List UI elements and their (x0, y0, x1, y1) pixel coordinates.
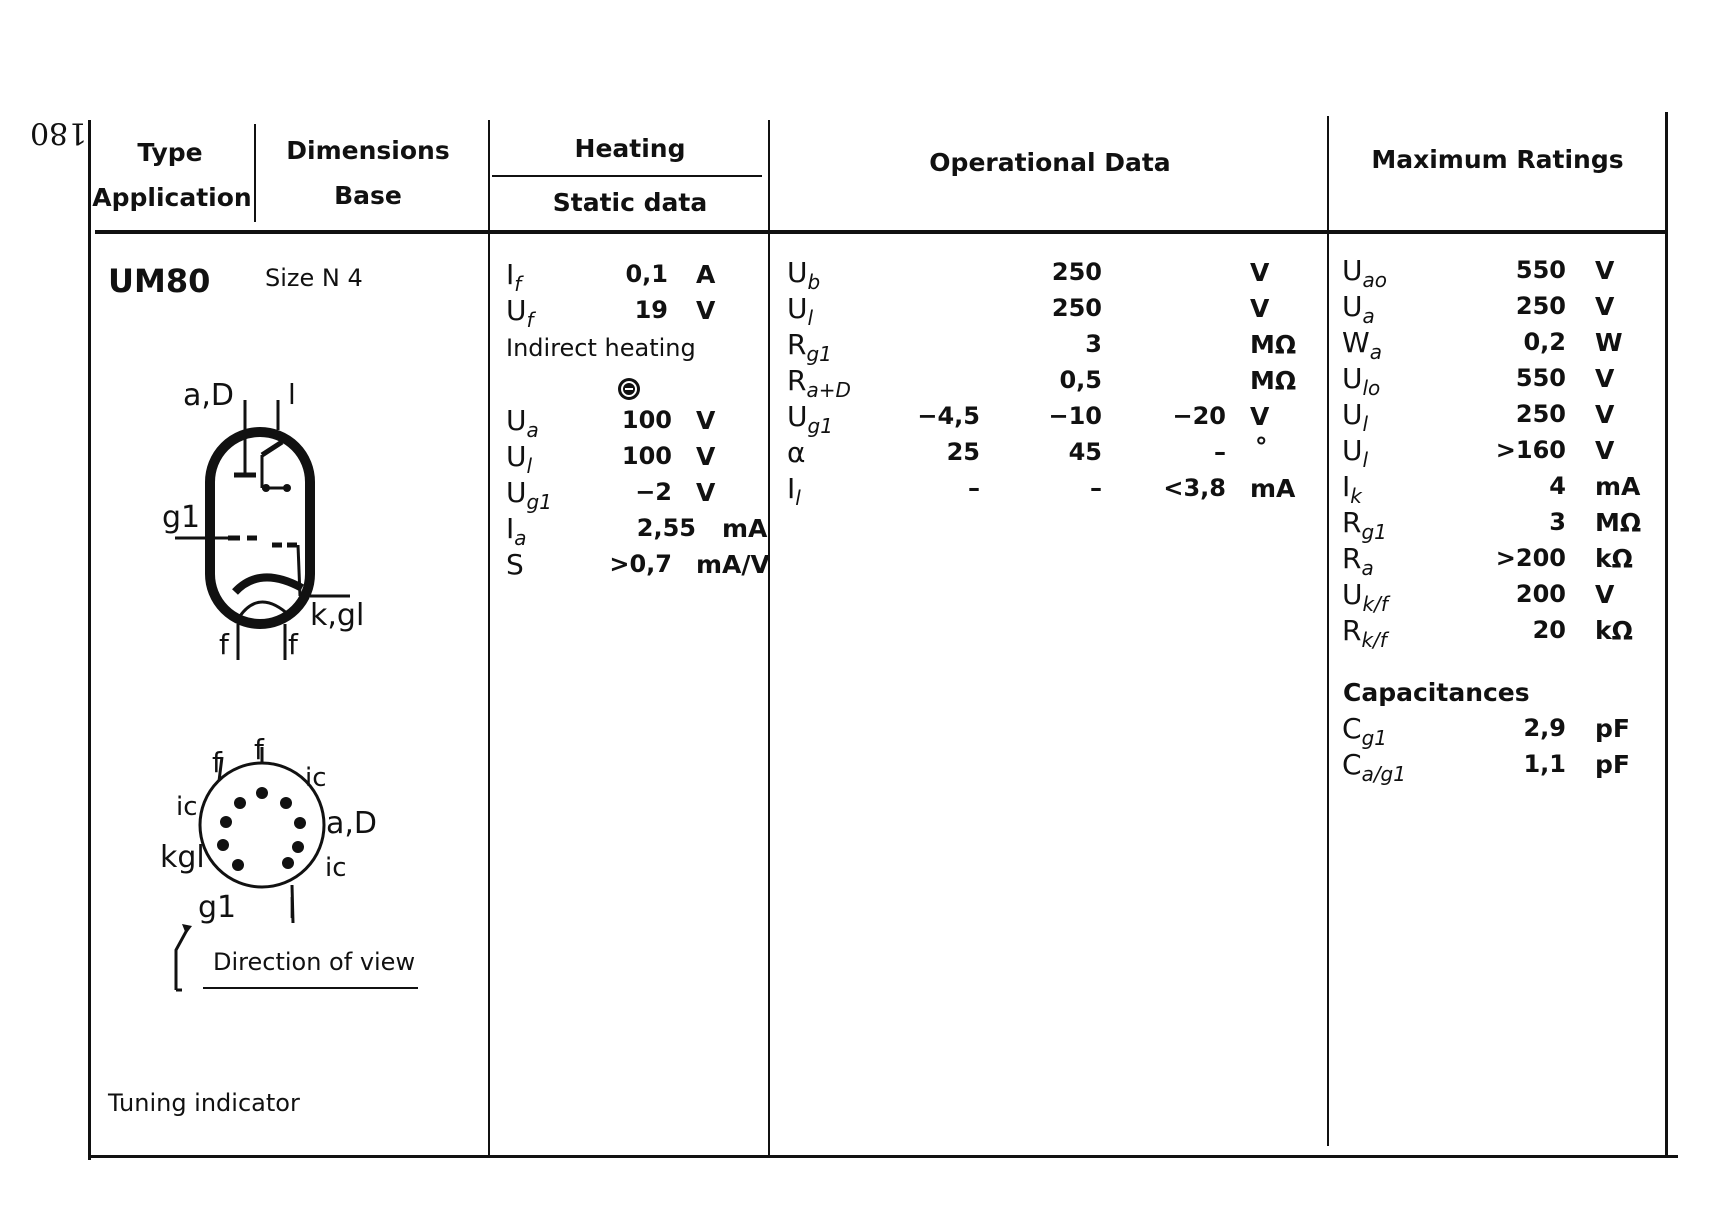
header-application: Application (92, 183, 252, 212)
operational-symbol: α (787, 436, 806, 469)
heating-unit: V (696, 296, 716, 325)
base-label-ic1: ic (305, 763, 327, 793)
static-unit: mA (722, 514, 768, 543)
capacitance-unit: pF (1595, 714, 1630, 743)
pin-label-g1: g1 (162, 500, 201, 535)
maximum-unit: V (1595, 436, 1615, 465)
static-value: >0,7 (609, 550, 672, 578)
maximum-value: 250 (1515, 292, 1566, 320)
capacitances-title: Capacitances (1343, 678, 1530, 707)
maximum-value: >160 (1495, 436, 1566, 464)
operational-value: 45 (1068, 438, 1102, 466)
maximum-unit: mA (1595, 472, 1641, 501)
operational-symbol: $R_{a+D}$ (787, 364, 851, 402)
heating-value: 19 (634, 296, 668, 324)
maximum-symbol: $U_{ao}$ (1342, 254, 1387, 292)
static-symbol: $I_a$ (506, 512, 527, 550)
operational-symbol: $R_{g1}$ (787, 328, 832, 366)
operational-value: <3,8 (1163, 474, 1226, 502)
right-border (1665, 112, 1668, 1157)
header-heating: Heating (574, 134, 686, 163)
header-dimensions: Dimensions (286, 136, 450, 165)
col-divider-heating (488, 120, 490, 1155)
type-dim-divider (254, 124, 256, 222)
heating-symbol: $U_f$ (506, 294, 534, 332)
header-divider (95, 230, 1665, 234)
maximum-unit: V (1595, 292, 1615, 321)
capacitance-unit: pF (1595, 750, 1630, 779)
operational-value: – (1214, 438, 1226, 466)
static-symbol: $U_{g1}$ (506, 476, 552, 514)
heating-unit: A (696, 260, 716, 289)
maximum-symbol: $R_{g1}$ (1342, 506, 1387, 544)
maximum-unit: kΩ (1595, 544, 1633, 573)
base-label-f2: f (254, 733, 264, 766)
base-label-aD: a,D (326, 806, 378, 841)
bottom-border (88, 1155, 1678, 1158)
header-base: Base (334, 181, 402, 210)
static-symbol: $U_a$ (506, 404, 539, 442)
operational-value: – (1090, 474, 1102, 502)
maximum-value: >200 (1495, 544, 1566, 572)
static-unit: V (696, 478, 716, 507)
operational-unit: V (1250, 258, 1270, 287)
maximum-value: 0,2 (1523, 328, 1566, 356)
maximum-unit: W (1595, 328, 1623, 357)
maximum-unit: V (1595, 580, 1615, 609)
heating-divider (492, 175, 762, 177)
operational-unit: MΩ (1250, 366, 1297, 395)
operational-unit: mA (1250, 474, 1296, 503)
maximum-value: 3 (1549, 508, 1566, 536)
operational-unit: V (1250, 402, 1270, 431)
pin-label-f2: f (288, 628, 298, 661)
maximum-symbol: $R_a$ (1342, 542, 1374, 580)
operational-value: – (968, 474, 980, 502)
maximum-symbol: $U_{k/f}$ (1342, 578, 1388, 616)
maximum-value: 4 (1549, 472, 1566, 500)
header-operational: Operational Data (929, 148, 1171, 177)
heating-note: Indirect heating (506, 334, 696, 362)
socket-symbol-icon (616, 376, 642, 402)
static-value: 2,55 (636, 514, 696, 542)
tube-application: Tuning indicator (108, 1089, 300, 1117)
base-label-ic2: ic (176, 792, 198, 822)
maximum-symbol: $I_k$ (1342, 470, 1362, 508)
maximum-value: 550 (1515, 364, 1566, 392)
operational-unit: ° (1255, 432, 1268, 461)
static-unit: V (696, 406, 716, 435)
operational-value: 3 (1085, 330, 1102, 358)
tube-envelope (210, 432, 310, 624)
operational-symbol: $U_l$ (787, 292, 814, 330)
static-value: 100 (621, 406, 672, 434)
maximum-value: 250 (1515, 400, 1566, 428)
header-static-data: Static data (552, 188, 708, 217)
base-label-f1: f (212, 746, 222, 779)
operational-value: −20 (1172, 402, 1226, 430)
maximum-value: 550 (1515, 256, 1566, 284)
operational-value: −10 (1048, 402, 1102, 430)
tube-size: Size N 4 (265, 264, 363, 292)
maximum-symbol: $U_l$ (1342, 434, 1369, 472)
operational-value: 0,5 (1059, 366, 1102, 394)
static-value: 100 (621, 442, 672, 470)
maximum-unit: kΩ (1595, 616, 1633, 645)
operational-unit: MΩ (1250, 330, 1297, 359)
header-maximum: Maximum Ratings (1371, 145, 1624, 174)
col-divider-operational (768, 120, 770, 1155)
pin-label-kgl: k,gl (310, 598, 365, 633)
operational-symbol: $I_l$ (787, 472, 801, 510)
maximum-value: 20 (1532, 616, 1566, 644)
tube-type: UM80 (108, 262, 211, 300)
operational-symbol: $U_{g1}$ (787, 400, 833, 438)
base-label-ic3: ic (325, 853, 347, 883)
operational-symbol: $U_b$ (787, 256, 821, 294)
base-label-g1: g1 (198, 890, 237, 925)
col-divider-maximum (1327, 116, 1329, 1146)
operational-value: 250 (1051, 294, 1102, 322)
operational-value: −4,5 (917, 402, 980, 430)
maximum-symbol: $U_a$ (1342, 290, 1375, 328)
header-type: Type (137, 138, 203, 167)
capacitance-symbol: $C_{g1}$ (1342, 712, 1387, 750)
capacitance-symbol: $C_{a/g1}$ (1342, 748, 1406, 786)
base-label-l: l (288, 892, 296, 925)
maximum-symbol: $W_a$ (1342, 326, 1382, 364)
left-border (88, 120, 91, 1160)
static-unit: mA/V (696, 550, 770, 579)
maximum-unit: V (1595, 256, 1615, 285)
maximum-unit: V (1595, 364, 1615, 393)
static-value: −2 (635, 478, 672, 506)
pin-label-aD: a,D (183, 378, 235, 413)
maximum-symbol: $U_l$ (1342, 398, 1369, 436)
maximum-symbol: $R_{k/f}$ (1342, 614, 1387, 652)
static-symbol: $U_l$ (506, 440, 533, 478)
page-number: 180 (30, 115, 88, 150)
capacitance-value: 1,1 (1523, 750, 1566, 778)
operational-value: 250 (1051, 258, 1102, 286)
direction-of-view-label: Direction of view (213, 948, 416, 976)
maximum-unit: MΩ (1595, 508, 1642, 537)
heating-symbol: $I_f$ (506, 258, 522, 296)
maximum-symbol: $U_{lo}$ (1342, 362, 1381, 400)
base-label-kgl: kgl (160, 840, 205, 875)
capacitance-value: 2,9 (1523, 714, 1566, 742)
heating-value: 0,1 (625, 260, 668, 288)
pin-label-f1: f (219, 628, 229, 661)
maximum-unit: V (1595, 400, 1615, 429)
maximum-value: 200 (1515, 580, 1566, 608)
operational-value: 25 (946, 438, 980, 466)
static-unit: V (696, 442, 716, 471)
static-symbol: S (506, 548, 524, 581)
pin-label-l: l (288, 378, 296, 411)
operational-unit: V (1250, 294, 1270, 323)
